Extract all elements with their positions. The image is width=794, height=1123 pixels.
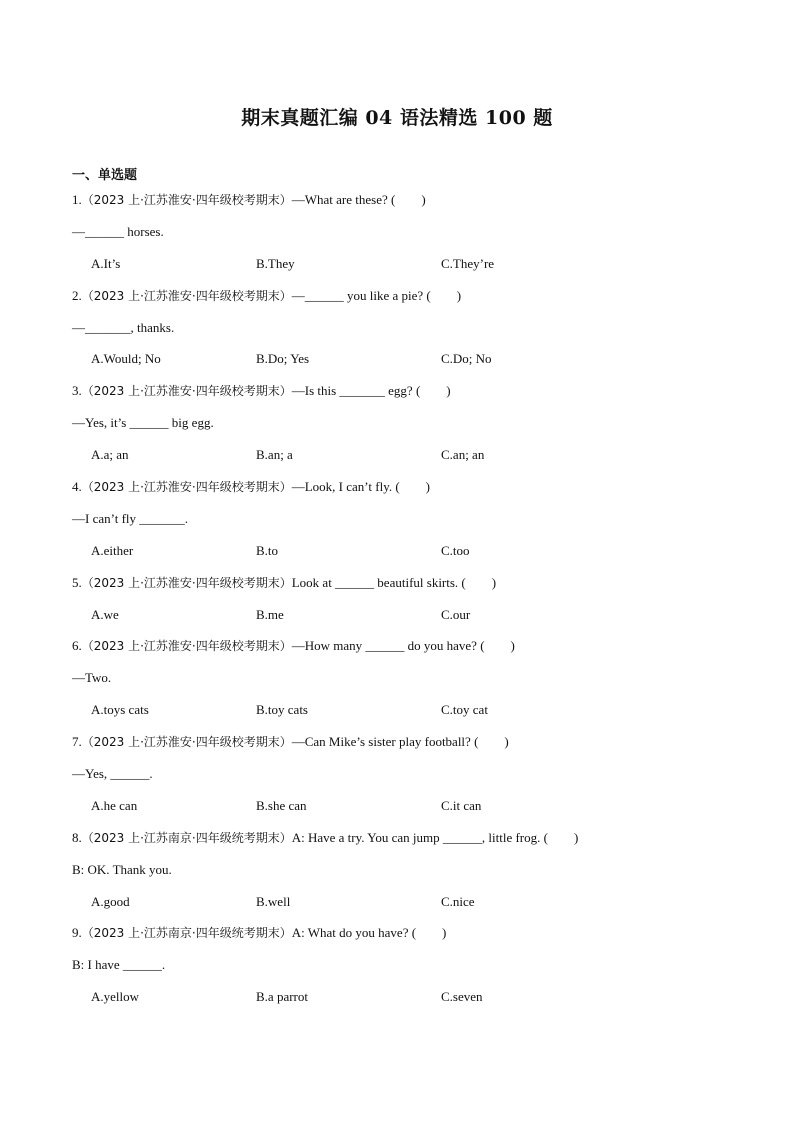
question-followup: —______ horses. <box>72 223 164 239</box>
option-c[interactable]: C.toy cat <box>441 702 488 718</box>
question-options <box>72 445 732 477</box>
question-7 <box>72 732 732 764</box>
question-number: 2. <box>72 287 82 303</box>
question-followup: —Yes, ______. <box>72 766 153 782</box>
option-b[interactable]: B.toy cats <box>256 702 308 718</box>
option-c[interactable]: C.too <box>441 542 470 558</box>
option-c[interactable]: C.They’re <box>441 255 495 271</box>
question-source: （2023 上·江苏南京·四年级统考期末） <box>81 830 292 845</box>
question-options <box>72 349 732 381</box>
option-c[interactable]: C.our <box>441 606 471 622</box>
question-8 <box>72 828 732 860</box>
question-list <box>72 190 732 1019</box>
option-a[interactable]: A.It’s <box>91 255 121 271</box>
option-c[interactable]: C.nice <box>441 893 475 909</box>
question-options <box>72 892 732 924</box>
question-number: 4. <box>72 479 82 495</box>
question-options <box>72 700 732 732</box>
option-b[interactable]: B.well <box>256 893 291 909</box>
option-c[interactable]: C.it can <box>441 797 482 813</box>
question-followup: —Yes, it’s ______ big egg. <box>72 415 214 431</box>
question-stem: —How many ______ do you have? ( ) <box>291 638 515 654</box>
question-4 <box>72 477 732 509</box>
question-followup: —I can’t fly _______. <box>72 510 189 526</box>
question-options <box>72 605 732 637</box>
option-c[interactable]: C.an; an <box>441 447 485 463</box>
question-stem: —Is this _______ egg? ( ) <box>291 383 451 399</box>
question-number: 8. <box>72 829 82 845</box>
option-b[interactable]: B.Do; Yes <box>256 351 310 367</box>
option-a[interactable]: A.toys cats <box>91 702 149 718</box>
question-number: 5. <box>72 574 82 590</box>
question-number: 3. <box>72 383 82 399</box>
question-source: （2023 上·江苏淮安·四年级校考期末） <box>81 735 292 750</box>
question-number: 6. <box>72 638 82 654</box>
option-a[interactable]: A.either <box>91 542 134 558</box>
question-number: 7. <box>72 734 82 750</box>
question-stem: A: What do you have? ( ) <box>291 925 447 941</box>
option-b[interactable]: B.They <box>256 255 295 271</box>
question-9 <box>72 923 732 955</box>
question-5 <box>72 573 732 605</box>
question-source: （2023 上·江苏淮安·四年级校考期末） <box>81 384 292 399</box>
question-stem: —Can Mike’s sister play football? ( ) <box>291 734 509 750</box>
question-stem: —Look, I can’t fly. ( ) <box>291 479 431 495</box>
question-followup: B: OK. Thank you. <box>72 861 172 877</box>
question-options <box>72 254 732 286</box>
question-number: 9. <box>72 925 82 941</box>
page-title: 期末真题汇编 04 语法精选 100 题 <box>241 107 553 129</box>
question-source: （2023 上·江苏南京·四年级统考期末） <box>81 926 292 941</box>
question-stem: A: Have a try. You can jump ______, little frog. ( ) <box>291 829 579 845</box>
question-stem: —______ you like a pie? ( ) <box>291 287 462 303</box>
question-3 <box>72 381 732 413</box>
question-source: （2023 上·江苏淮安·四年级校考期末） <box>81 639 292 654</box>
question-number: 1. <box>72 192 82 207</box>
option-b[interactable]: B.she can <box>256 797 307 813</box>
question-source: （2023 上·江苏淮安·四年级校考期末） <box>81 193 292 207</box>
option-a[interactable]: A.we <box>91 606 119 622</box>
option-b[interactable]: B.a parrot <box>256 989 308 1005</box>
option-b[interactable]: B.me <box>256 606 284 622</box>
question-stem: Look at ______ beautiful skirts. ( ) <box>291 574 497 590</box>
option-a[interactable]: A.Would; No <box>91 351 161 367</box>
question-stem: —What are these? ( ) <box>291 192 426 207</box>
option-b[interactable]: B.to <box>256 542 279 558</box>
question-options <box>72 541 732 573</box>
question-options <box>72 796 732 828</box>
question-source: （2023 上·江苏淮安·四年级校考期末） <box>81 480 292 495</box>
question-source: （2023 上·江苏淮安·四年级校考期末） <box>81 288 292 303</box>
question-followup: —Two. <box>72 670 112 686</box>
option-c[interactable]: C.seven <box>441 989 483 1005</box>
option-a[interactable]: A.a; an <box>91 447 129 463</box>
option-a[interactable]: A.he can <box>91 797 138 813</box>
question-followup: B: I have ______. <box>72 957 166 973</box>
option-b[interactable]: B.an; a <box>256 447 293 463</box>
question-source: （2023 上·江苏淮安·四年级校考期末） <box>81 575 292 590</box>
option-a[interactable]: A.yellow <box>91 989 140 1005</box>
section-heading: 一、单选题 <box>72 168 138 183</box>
question-6 <box>72 636 732 668</box>
question-followup: —_______, thanks. <box>72 319 175 335</box>
option-a[interactable]: A.good <box>91 893 130 909</box>
question-2 <box>72 286 732 318</box>
question-1 <box>72 190 732 222</box>
question-options <box>72 987 732 1019</box>
option-c[interactable]: C.Do; No <box>441 351 492 367</box>
